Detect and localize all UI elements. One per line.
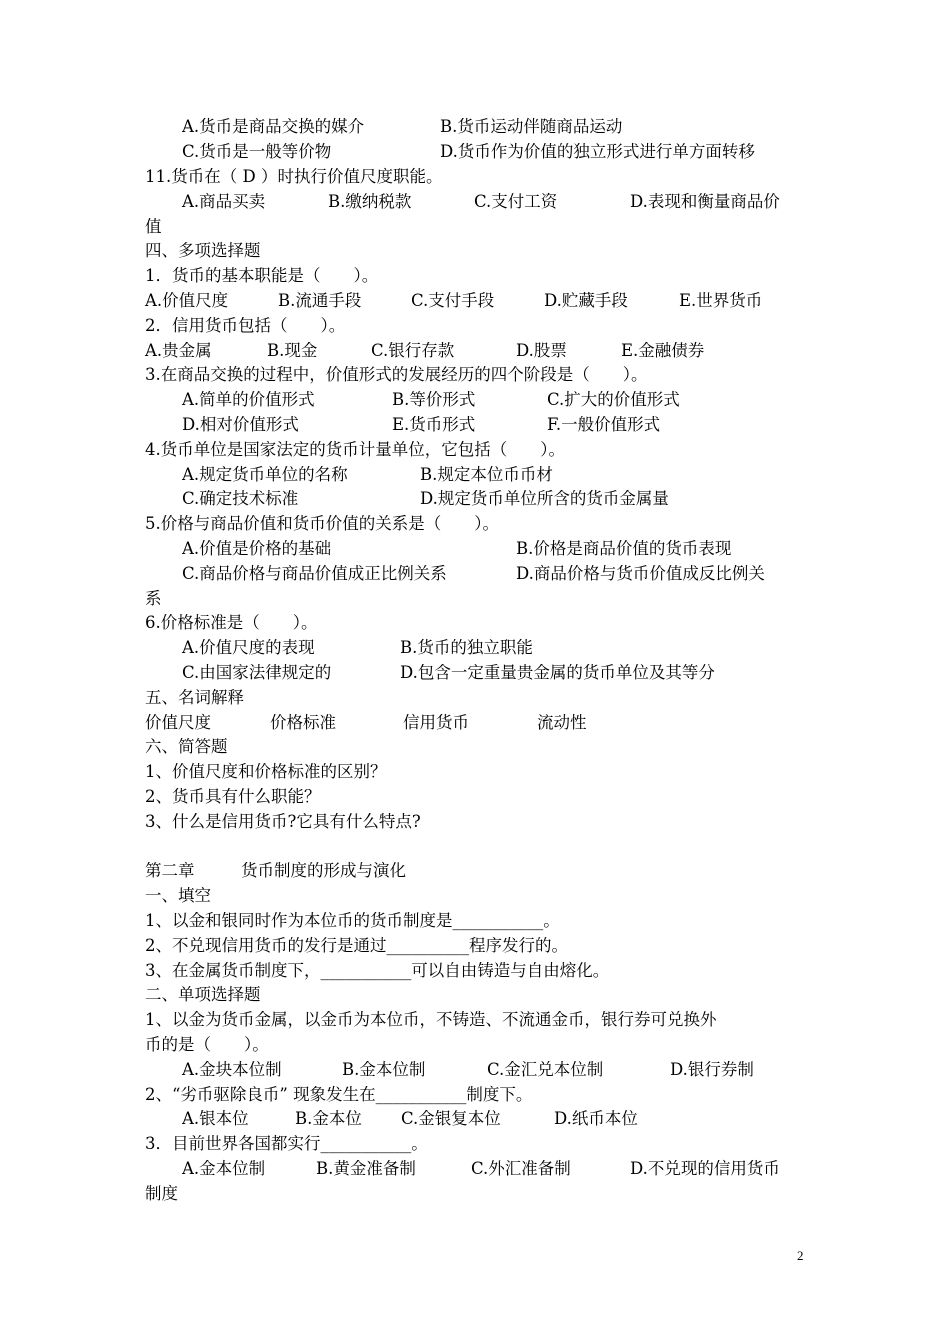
page-number: 2 xyxy=(797,1248,804,1263)
text-segment: D.商品价格与货币价值成反比例关 xyxy=(516,564,765,583)
text-segment: D.不兑现的信用货币 xyxy=(630,1159,780,1178)
text-segment: B.货币的独立职能 xyxy=(400,638,533,657)
text-segment: 3、什么是信用货币?它具有什么特点? xyxy=(145,812,421,831)
text-segment: B.黄金准备制 xyxy=(316,1159,416,1178)
text-segment: 货币制度的形成与演化 xyxy=(241,861,406,880)
text-segment: B.货币运动伴随商品运动 xyxy=(440,117,623,136)
text-segment: 一、填空 xyxy=(145,886,211,905)
text-segment: A.商品买卖 xyxy=(182,192,266,211)
text-segment: 信用货币 xyxy=(403,713,469,732)
text-segment: D.货币作为价值的独立形式进行单方面转移 xyxy=(440,142,755,161)
text-segment: 流动性 xyxy=(537,713,587,732)
text-segment: E.金融债券 xyxy=(621,341,705,360)
text-segment: 3.在商品交换的过程中，价值形式的发展经历的四个阶段是（ ）。 xyxy=(145,365,648,384)
text-segment: 系 xyxy=(145,589,162,608)
text-segment: A.价值尺度 xyxy=(145,291,229,310)
text-segment: 6.价格标准是（ ）。 xyxy=(145,613,318,632)
text-segment: C.外汇准备制 xyxy=(471,1159,571,1178)
text-segment: 1．货币的基本职能是（ ）。 xyxy=(145,266,379,285)
text-segment: 5.价格与商品价值和货币价值的关系是（ ）。 xyxy=(145,514,499,533)
text-segment: 1、以金为货币金属，以金币为本位币，不铸造、不流通金币，银行券可兑换外 xyxy=(145,1010,717,1029)
text-segment: 制度 xyxy=(145,1184,178,1203)
text-segment: A.金块本位制 xyxy=(182,1060,282,1079)
text-segment: 第二章 xyxy=(145,861,195,880)
text-segment: B.缴纳税款 xyxy=(328,192,412,211)
text-segment: A.价值尺度的表现 xyxy=(182,638,315,657)
text-segment: A.贵金属 xyxy=(145,341,212,360)
text-segment: D.包含一定重量贵金属的货币单位及其等分 xyxy=(400,663,715,682)
text-segment: 四、多项选择题 xyxy=(145,241,261,260)
text-segment: B.金本位 xyxy=(295,1109,362,1128)
text-segment: 4.货币单位是国家法定的货币计量单位，它包括（ ）。 xyxy=(145,440,565,459)
text-segment: 2、货币具有什么职能？ xyxy=(145,787,321,806)
text-segment: B.流通手段 xyxy=(278,291,362,310)
text-segment: 3、在金属货币制度下，___________可以自由铸造与自由熔化。 xyxy=(145,961,610,980)
text-segment: C.金汇兑本位制 xyxy=(487,1060,604,1079)
text-segment: D.银行券制 xyxy=(670,1060,754,1079)
text-segment: D.纸币本位 xyxy=(554,1109,638,1128)
text-segment: A.银本位 xyxy=(182,1109,249,1128)
text-segment: C.由国家法律规定的 xyxy=(182,663,332,682)
text-segment: C.扩大的价值形式 xyxy=(547,390,680,409)
text-segment: E.货币形式 xyxy=(392,415,476,434)
text-segment: D.股票 xyxy=(516,341,567,360)
text-segment: D.表现和衡量商品价 xyxy=(630,192,780,211)
text-segment: C.确定技术标准 xyxy=(182,489,299,508)
text-segment: C.金银复本位 xyxy=(401,1109,501,1128)
text-segment: 值 xyxy=(145,217,162,236)
text-segment: D.相对价值形式 xyxy=(182,415,299,434)
text-segment: C.货币是一般等价物 xyxy=(182,142,332,161)
text-segment: A.规定货币单位的名称 xyxy=(182,465,348,484)
text-segment: 11.货币在（ D ）时执行价值尺度职能。 xyxy=(145,167,443,186)
text-segment: B.等价形式 xyxy=(392,390,476,409)
text-segment: 2、“劣币驱除良币” 现象发生在___________制度下。 xyxy=(145,1085,533,1104)
text-segment: 六、简答题 xyxy=(145,737,228,756)
text-segment: C.支付手段 xyxy=(411,291,495,310)
text-segment: A.货币是商品交换的媒介 xyxy=(182,117,365,136)
text-segment: D.贮藏手段 xyxy=(544,291,628,310)
text-segment: B.价格是商品价值的货币表现 xyxy=(516,539,732,558)
text-segment: A.简单的价值形式 xyxy=(182,390,315,409)
text-segment: 五、名词解释 xyxy=(145,688,244,707)
text-segment: 2、不兑现信用货币的发行是通过__________程序发行的。 xyxy=(145,936,568,955)
text-segment: 价格标准 xyxy=(270,713,336,732)
text-segment: C.银行存款 xyxy=(371,341,455,360)
text-segment: D.规定货币单位所含的货币金属量 xyxy=(420,489,669,508)
text-segment: 1、价值尺度和价格标准的区别？ xyxy=(145,762,387,781)
text-segment: A.价值是价格的基础 xyxy=(182,539,332,558)
text-segment: 价值尺度 xyxy=(145,713,211,732)
text-segment: B.规定本位币币材 xyxy=(420,465,553,484)
text-segment: 1、以金和银同时作为本位币的货币制度是___________。 xyxy=(145,911,560,930)
text-segment: A.金本位制 xyxy=(182,1159,266,1178)
text-segment: 币的是（ ）。 xyxy=(145,1035,269,1054)
text-segment: F.一般价值形式 xyxy=(547,415,661,434)
text-segment: C.支付工资 xyxy=(474,192,558,211)
text-segment: B.现金 xyxy=(267,341,318,360)
text-segment: 3．目前世界各国都实行___________。 xyxy=(145,1134,428,1153)
text-segment: C.商品价格与商品价值成正比例关系 xyxy=(182,564,447,583)
text-segment: 二、单项选择题 xyxy=(145,985,261,1004)
text-segment: E.世界货币 xyxy=(679,291,763,310)
text-segment: B.金本位制 xyxy=(342,1060,426,1079)
text-segment: 2．信用货币包括（ ）。 xyxy=(145,316,346,335)
